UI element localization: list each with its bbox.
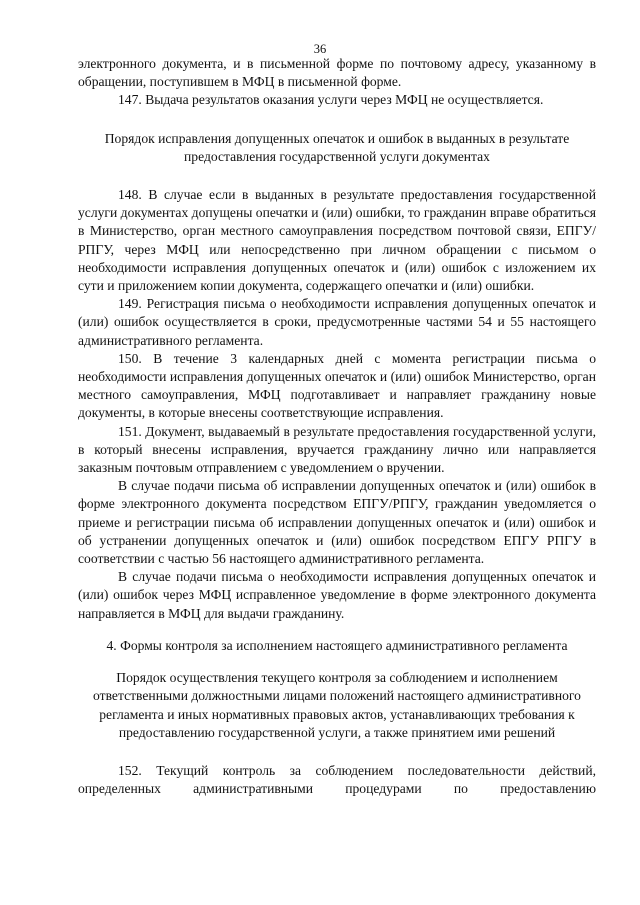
heading-current-control: Порядок осуществления текущего контроля за соблюдением и исполнением ответственными должностными лицами положений настоящего административного регламента и иных нормативных правовых актов, устанавливающих требования к предоставлению государственной услуги, а также принятием ими решений <box>93 670 581 740</box>
paragraph-150: 150. В течение 3 календарных дней с момента регистрации письма о необходимости исправления допущенных опечаток и (или) ошибок Министерство, орган местного самоуправления, МФЦ подготавливает и направляет гражданину новые документы, в которые внесены соответствующие исправления. <box>78 350 596 421</box>
paragraph-149: 149. Регистрация письма о необходимости исправления допущенных опечаток и (или) ошибок осуществляется в сроки, предусмотренные частями 54 и 55 настоящего административного регламента. <box>78 296 596 348</box>
paragraph-147: 147. Выдача результатов оказания услуги через МФЦ не осуществляется. <box>118 92 544 108</box>
heading-error-correction: Порядок исправления допущенных опечаток и ошибок в выданных в результате предоставления государственной услуги документах <box>104 130 570 164</box>
paragraph-151: 151. Документ, выдаваемый в результате предоставления государственной услуги, в который внесены исправления, вручается гражданину лично или направляется заказным почтовым отправлением с уведомлением о вручении. <box>78 423 596 476</box>
section-4-title: 4. Формы контроля за исполнением настоящего административного регламента <box>106 637 568 653</box>
paragraph-151-electronic: В случае подачи письма об исправлении допущенных опечаток и (или) ошибок в форме электронного документа посредством ЕПГУ/РПГУ, гражданин уведомляется о приеме и регистрации письма об исправлении допущенных опечаток и (или) ошибок и об устранении допущенных опечаток и (или) ошибок посредством ЕПГУ РПГУ в соответствии с частью 56 настоящего административного регламента. <box>78 478 596 567</box>
paragraph-continuation: электронного документа, и в письменной форме по почтовому адресу, указанному в обращении, поступившем в МФЦ в письменной форме. <box>78 56 596 90</box>
document-body <box>78 55 596 798</box>
page-number: 36 <box>313 42 327 56</box>
paragraph-152: 152. Текущий контроль за соблюдением последовательности действий, определенных административными процедурами по предоставлению <box>78 762 596 797</box>
paragraph-148: 148. В случае если в выданных в результате предоставления государственной услуги документах допущены опечатки и (или) ошибки, то гражданин вправе обратиться в Министерство, орган местного самоуправления посредством почтовой связи, ЕПГУ/РПГУ, через МФЦ или непосредственно при личном обращении с письмом о необходимости исправления допущенных опечаток и (или) ошибок с изложением их сути и приложением копии документа, содержащего опечатки и (или) ошибки. <box>78 187 596 294</box>
paragraph-151-mfc: В случае подачи письма о необходимости исправления допущенных опечаток и (или) ошибок через МФЦ исправленное уведомление в форме электронного документа направляется в МФЦ для выдачи гражданину. <box>78 569 596 621</box>
